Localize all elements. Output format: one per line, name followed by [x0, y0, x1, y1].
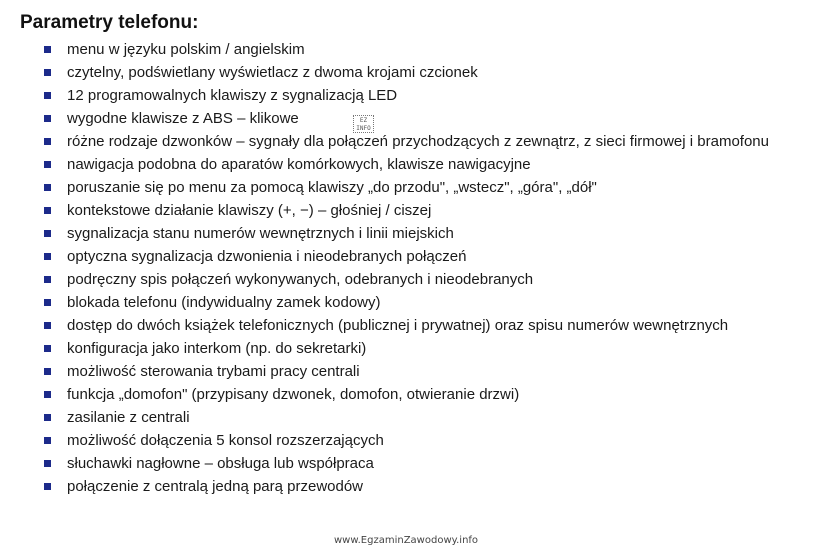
list-item-text: nawigacja podobna do aparatów komórkowych, klawisze nawigacyjne	[67, 156, 531, 173]
list-item	[0, 337, 815, 360]
square-bullet-icon	[44, 460, 51, 467]
square-bullet-icon	[44, 276, 51, 283]
list-item	[0, 268, 815, 291]
list-item-text: różne rodzaje dzwonków – sygnały dla połączeń przychodzących z zewnątrz, z sieci firmowej i bramofonu	[67, 133, 769, 150]
list-item-text: czytelny, podświetlany wyświetlacz z dwoma krojami czcionek	[67, 64, 478, 81]
square-bullet-icon	[44, 414, 51, 421]
list-item-text: zasilanie z centrali	[67, 409, 190, 426]
list-item-text: menu w języku polskim / angielskim	[67, 41, 305, 58]
parameter-list	[0, 38, 815, 498]
document-title: Parametry telefonu:	[20, 12, 199, 33]
list-item-text: kontekstowe działanie klawiszy (+, −) – głośniej / ciszej	[67, 202, 432, 219]
info-icon-label: EZ INFO	[356, 117, 371, 132]
square-bullet-icon	[44, 69, 51, 76]
list-item	[0, 38, 815, 61]
square-bullet-icon	[44, 207, 51, 214]
list-item	[0, 222, 815, 245]
list-item	[0, 360, 815, 383]
list-item	[0, 84, 815, 107]
list-item	[0, 314, 815, 337]
list-item	[0, 406, 815, 429]
list-item	[0, 452, 815, 475]
list-item-text: optyczna sygnalizacja dzwonienia i nieodebranych połączeń	[67, 248, 467, 265]
square-bullet-icon	[44, 230, 51, 237]
list-item	[0, 176, 815, 199]
list-item-text: poruszanie się po menu za pomocą klawiszy „do przodu", „wstecz", „góra", „dół"	[67, 179, 597, 196]
list-item-text: dostęp do dwóch książek telefonicznych (publicznej i prywatnej) oraz spisu numerów wewnętrznych	[67, 317, 729, 334]
square-bullet-icon	[44, 253, 51, 260]
square-bullet-icon	[44, 161, 51, 168]
list-item-text: połączenie z centralą jedną parą przewodów	[67, 478, 364, 495]
square-bullet-icon	[44, 322, 51, 329]
square-bullet-icon	[44, 138, 51, 145]
square-bullet-icon	[44, 92, 51, 99]
list-item	[0, 130, 815, 153]
square-bullet-icon	[44, 184, 51, 191]
list-item	[0, 291, 815, 314]
list-item	[0, 199, 815, 222]
list-item-text: sygnalizacja stanu numerów wewnętrznych i linii miejskich	[67, 225, 454, 242]
square-bullet-icon	[44, 391, 51, 398]
list-item-text: 12 programowalnych klawiszy z sygnalizacją LED	[67, 87, 398, 104]
info-icon[interactable]	[353, 115, 374, 133]
square-bullet-icon	[44, 299, 51, 306]
watermark: www.EgzaminZawodowy.info	[334, 535, 479, 546]
square-bullet-icon	[44, 437, 51, 444]
list-item-text: konfiguracja jako interkom (np. do sekretarki)	[67, 340, 367, 357]
square-bullet-icon	[44, 483, 51, 490]
list-item	[0, 429, 815, 452]
list-item-text: możliwość sterowania trybami pracy centrali	[67, 363, 360, 380]
list-item	[0, 61, 815, 84]
list-item	[0, 475, 815, 498]
square-bullet-icon	[44, 345, 51, 352]
square-bullet-icon	[44, 46, 51, 53]
list-item-text: możliwość dołączenia 5 konsol rozszerzających	[67, 432, 384, 449]
list-item-text: funkcja „domofon" (przypisany dzwonek, domofon, otwieranie drzwi)	[67, 386, 520, 403]
list-item	[0, 153, 815, 176]
list-item-text: blokada telefonu (indywidualny zamek kodowy)	[67, 294, 381, 311]
list-item-text: wygodne klawisze z ABS – klikowe	[67, 110, 299, 127]
list-item	[0, 245, 815, 268]
square-bullet-icon	[44, 115, 51, 122]
list-item-text: podręczny spis połączeń wykonywanych, odebranych i nieodebranych	[67, 271, 534, 288]
list-item	[0, 107, 815, 130]
list-item	[0, 383, 815, 406]
list-item-text: słuchawki nagłowne – obsługa lub współpraca	[67, 455, 374, 472]
square-bullet-icon	[44, 368, 51, 375]
